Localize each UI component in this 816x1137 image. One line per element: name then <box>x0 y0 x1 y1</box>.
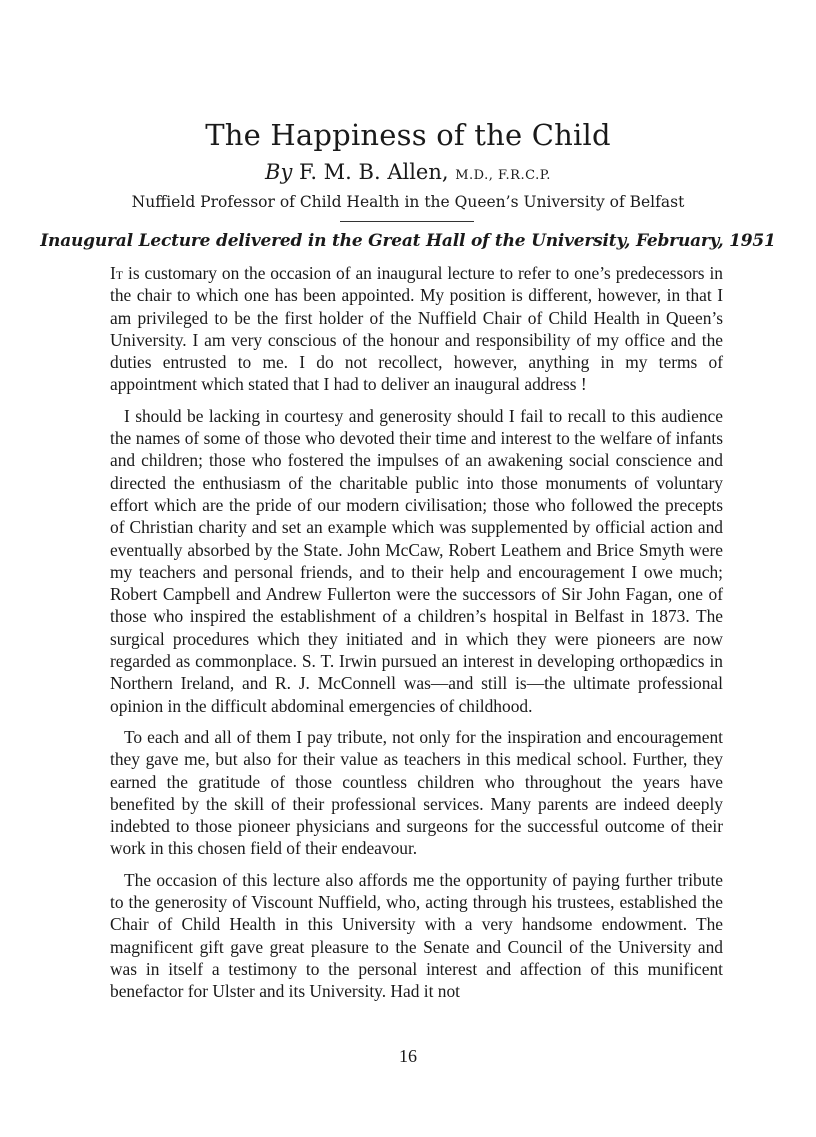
paragraph: To each and all of them I pay tribute, not only for the inspiration and encouragement they gave me, but also for their value as teachers in this medical school. Further, they earned the gratitude of those countless children who throughout the years have benefited by the skill of their professional services. Many parents are indeed deeply indebted to those pioneer physicians and surgeons for the successful outcome of their work in this chosen field of their endeavour. <box>110 726 723 859</box>
article-title: The Happiness of the Child <box>205 118 611 152</box>
author-affiliation: Nuffield Professor of Child Health in the Queen’s University of Belfast <box>131 193 685 211</box>
paragraph <box>110 262 723 396</box>
page-number: 16 <box>399 1046 417 1066</box>
byline-author: F. M. B. Allen, <box>299 160 449 184</box>
article-body <box>110 262 723 1012</box>
title-divider <box>340 221 474 222</box>
byline-degrees: M.D., F.R.C.P. <box>455 168 551 183</box>
byline <box>0 160 816 184</box>
lead-word: It <box>110 263 124 283</box>
lecture-subtitle: Inaugural Lecture delivered in the Great Hall of the University, February, 1951 <box>40 231 776 251</box>
paragraph: The occasion of this lecture also affords me the opportunity of paying further tribute to the generosity of Viscount Nuffield, who, acting through his trustees, established the Chair of Child Health in this University with a very handsome endowment. The magnificent gift gave great pleasure to the Senate and Council of the University and was in itself a testimony to the personal interest and affection of this munificent benefactor for Ulster and its University. Had it not <box>110 869 723 1002</box>
paragraph-text: is customary on the occasion of an inaugural lecture to refer to one’s predecessors in the chair to which one has been appointed. My position is different, however, in that I am privileged to be the first holder of the Nuffield Chair of Child Health in Queen’s University. I am very conscious of the honour and responsibility of my office and the duties entrusted to me. I do not recollect, however, anything in my terms of appointment which stated that I had to deliver an inaugural address ! <box>110 263 723 395</box>
paragraph: I should be lacking in courtesy and generosity should I fail to recall to this audience the names of some of those who devoted their time and interest to the welfare of infants and children; those who fostered the impulses of an awakening social conscience and directed the enthusiasm of the charitable public into those monuments of voluntary effort which are the pride of our modern civilisation; those who followed the precepts of Christian charity and set an example which was supplemented by official action and eventually absorbed by the State. John McCaw, Robert Leathem and Brice Smyth were my teachers and personal friends, and to their help and encouragement I owe much; Robert Campbell and Andrew Fullerton were the successors of Sir John Fagan, one of those who inspired the establishment of a children’s hospital in Belfast in 1873. The surgical procedures which they initiated and in which they were pioneers are now regarded as commonplace. S. T. Irwin pursued an interest in developing orthopædics in Northern Ireland, and R. J. McConnell was—and still is—the ultimate professional opinion in the difficult abdominal emergencies of childhood. <box>110 405 723 716</box>
byline-prefix: By <box>265 160 293 184</box>
